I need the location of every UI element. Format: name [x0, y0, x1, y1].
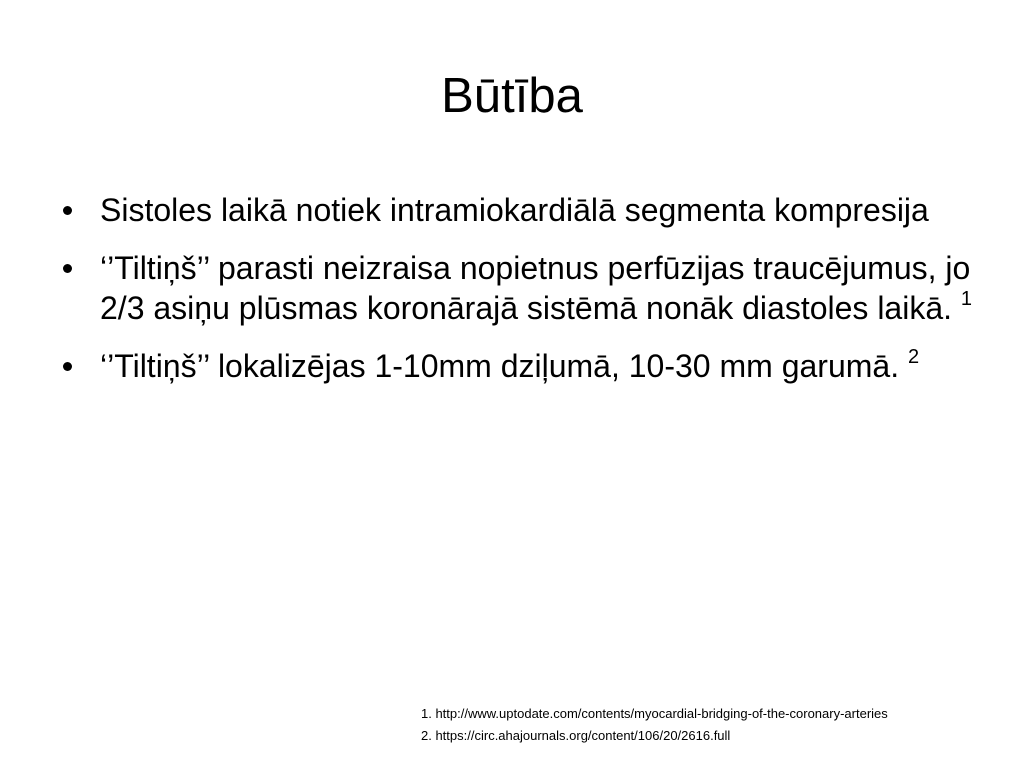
bullet-list — [56, 190, 976, 404]
bullet-item — [56, 190, 976, 230]
bullet-text: Sistoles laikā notiek intramiokardiālā segmenta kompresija — [100, 192, 929, 228]
footnote-marker: 1 — [960, 288, 973, 310]
bullet-text: ‘’Tiltiņš’’ parasti neizraisa nopietnus perfūzijas traucējumus, jo 2/3 asiņu plūsmas koronārajā sistēmā nonāk diastoles laikā. — [100, 250, 971, 326]
reference-link-2[interactable]: 2. https://circ.ahajournals.org/content/106/20/2616.full — [421, 728, 731, 743]
reference-link-1[interactable]: 1. http://www.uptodate.com/contents/myocardial-bridging-of-the-coronary-arteries — [421, 706, 888, 721]
footnote-marker: 2 — [907, 346, 920, 368]
bullet-item — [56, 248, 976, 328]
bullet-text: ‘’Tiltiņš’’ lokalizējas 1-10mm dziļumā, 10-30 mm garumā. — [100, 348, 908, 384]
references — [421, 704, 1021, 748]
slide-title: Būtība — [441, 69, 583, 123]
bullet-item — [56, 346, 976, 386]
